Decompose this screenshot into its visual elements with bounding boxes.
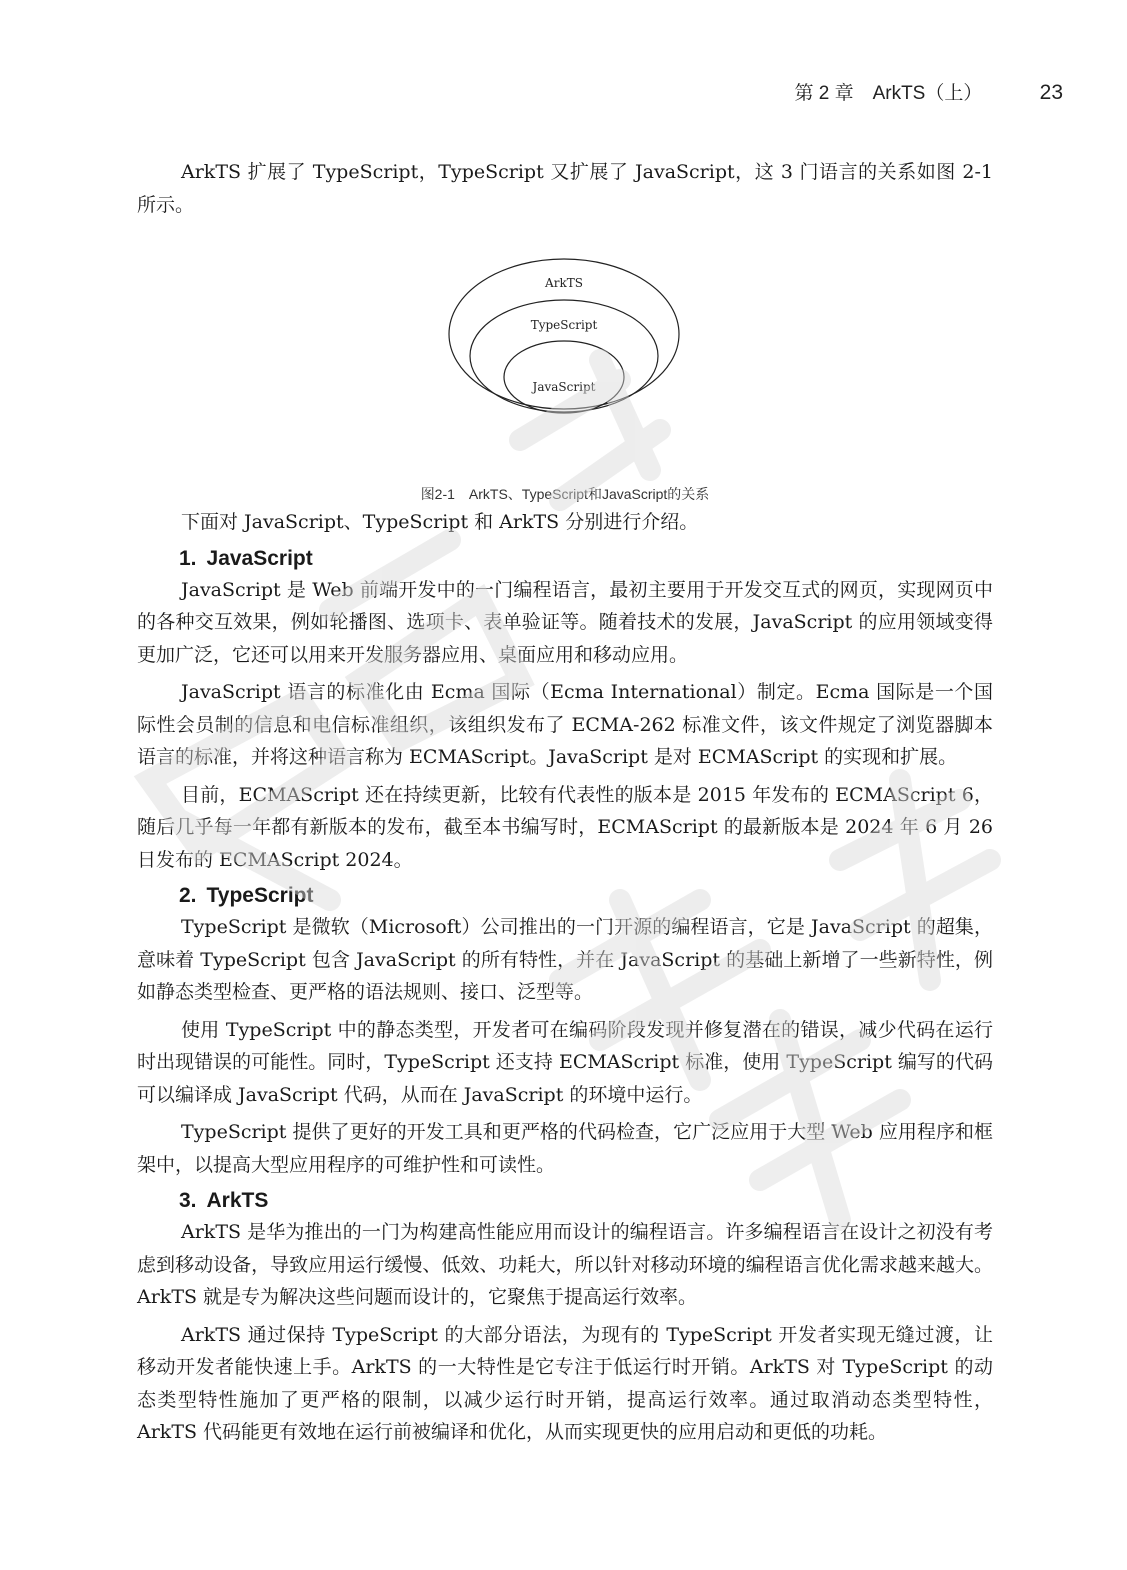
intro-paragraph: ArkTS 扩展了 TypeScript，TypeScript 又扩展了 JavaScript，这 3 门语言的关系如图 2-1 所示。: [137, 161, 993, 216]
paragraph: 使用 TypeScript 中的静态类型，开发者可在编码阶段发现并修复潜在的错误，减少代码在运行时出现错误的可能性。同时，TypeScript 还支持 ECMAScript 标准，使用 TypeScript 编写的代码可以编译成 JavaScript 代码，从而在 JavaScript 的环境中运行。: [137, 1018, 993, 1106]
javascript-label: JavaScript: [532, 380, 596, 394]
section-heading-javascript: 1. JavaScript: [179, 546, 313, 570]
lead-paragraph: 下面对 JavaScript、TypeScript 和 ArkTS 分别进行介绍。: [181, 511, 699, 533]
javascript-ellipse: [504, 341, 624, 413]
typescript-label: TypeScript: [530, 318, 598, 332]
section-heading-arkts: 3. ArkTS: [179, 1189, 269, 1212]
paragraph: 目前，ECMAScript 还在持续更新，比较有代表性的版本是 2015 年发布的 ECMAScript 6，随后几乎每一年都有新版本的发布，截至本书编写时，ECMAScript 的最新版本是 2024 年 6 月 26 日发布的 ECMAScript 2024。: [137, 783, 993, 871]
figure-caption: [137, 484, 993, 504]
paragraph: ArkTS 是华为推出的一门为构建高性能应用而设计的编程语言。许多编程语言在设计之初没有考虑到移动设备，导致应用运行缓慢、低效、功耗大，所以针对移动环境的编程语言优化需求越来越大。ArkTS 就是专为解决这些问题而设计的，它聚焦于提高运行效率。: [137, 1221, 993, 1308]
figure-number: 图2-1: [420, 486, 455, 502]
section-heading-typescript: 2. TypeScript: [179, 884, 314, 907]
arkts-label: ArkTS: [545, 276, 583, 290]
paragraph: TypeScript 提供了更好的开发工具和更严格的代码检查，它广泛应用于大型 Web 应用程序和框架中，以提高大型应用程序的可维护性和可读性。: [137, 1121, 993, 1176]
figure-2-1: [137, 226, 993, 506]
figure-caption-text: ArkTS、TypeScript和JavaScript的关系: [468, 486, 710, 502]
venn-diagram: [444, 254, 684, 414]
paragraph: JavaScript 语言的标准化由 Ecma 国际（Ecma International）制定。Ecma 国际是一个国际性会员制的信息和电信标准组织，该组织发布了 ECMA-262 标准文件，该文件规定了浏览器脚本语言的标准，并将这种语言称为 ECMAScript。JavaScript 是对 ECMAScript 的实现和扩展。: [137, 681, 993, 768]
running-head: [794, 78, 1063, 105]
paragraph: JavaScript 是 Web 前端开发中的一门编程语言，最初主要用于开发交互式的网页，实现网页中的各种交互效果，例如轮播图、选项卡、表单验证等。随着技术的发展，JavaScript 的应用领域变得更加广泛，它还可以用来开发服务器应用、桌面应用和移动应用。: [137, 578, 993, 666]
paragraph: TypeScript 是微软（Microsoft）公司推出的一门开源的编程语言，它是 JavaScript 的超集，意味着 TypeScript 包含 JavaScript 的所有特性，并在 JavaScript 的基础上新增了一些新特性，例如静态类型检查、更严格的语法规则、接口、泛型等。: [137, 916, 993, 1003]
page-number: 23: [1039, 81, 1063, 104]
page-content: [137, 156, 993, 1454]
paragraph: ArkTS 通过保持 TypeScript 的大部分语法，为现有的 TypeScript 开发者实现无缝过渡，让移动开发者能快速上手。ArkTS 的一大特性是它专注于低运行时开销。ArkTS 对 TypeScript 的动态类型特性施加了更严格的限制，以减少运行时开销，提高运行效率。通过取消动态类型特性，ArkTS 代码能更有效地在运行前被编译和优化，从而实现更快的应用启动和更低的功耗。: [137, 1323, 993, 1443]
chapter-title: 第 2 章 ArkTS（上）: [794, 83, 983, 104]
